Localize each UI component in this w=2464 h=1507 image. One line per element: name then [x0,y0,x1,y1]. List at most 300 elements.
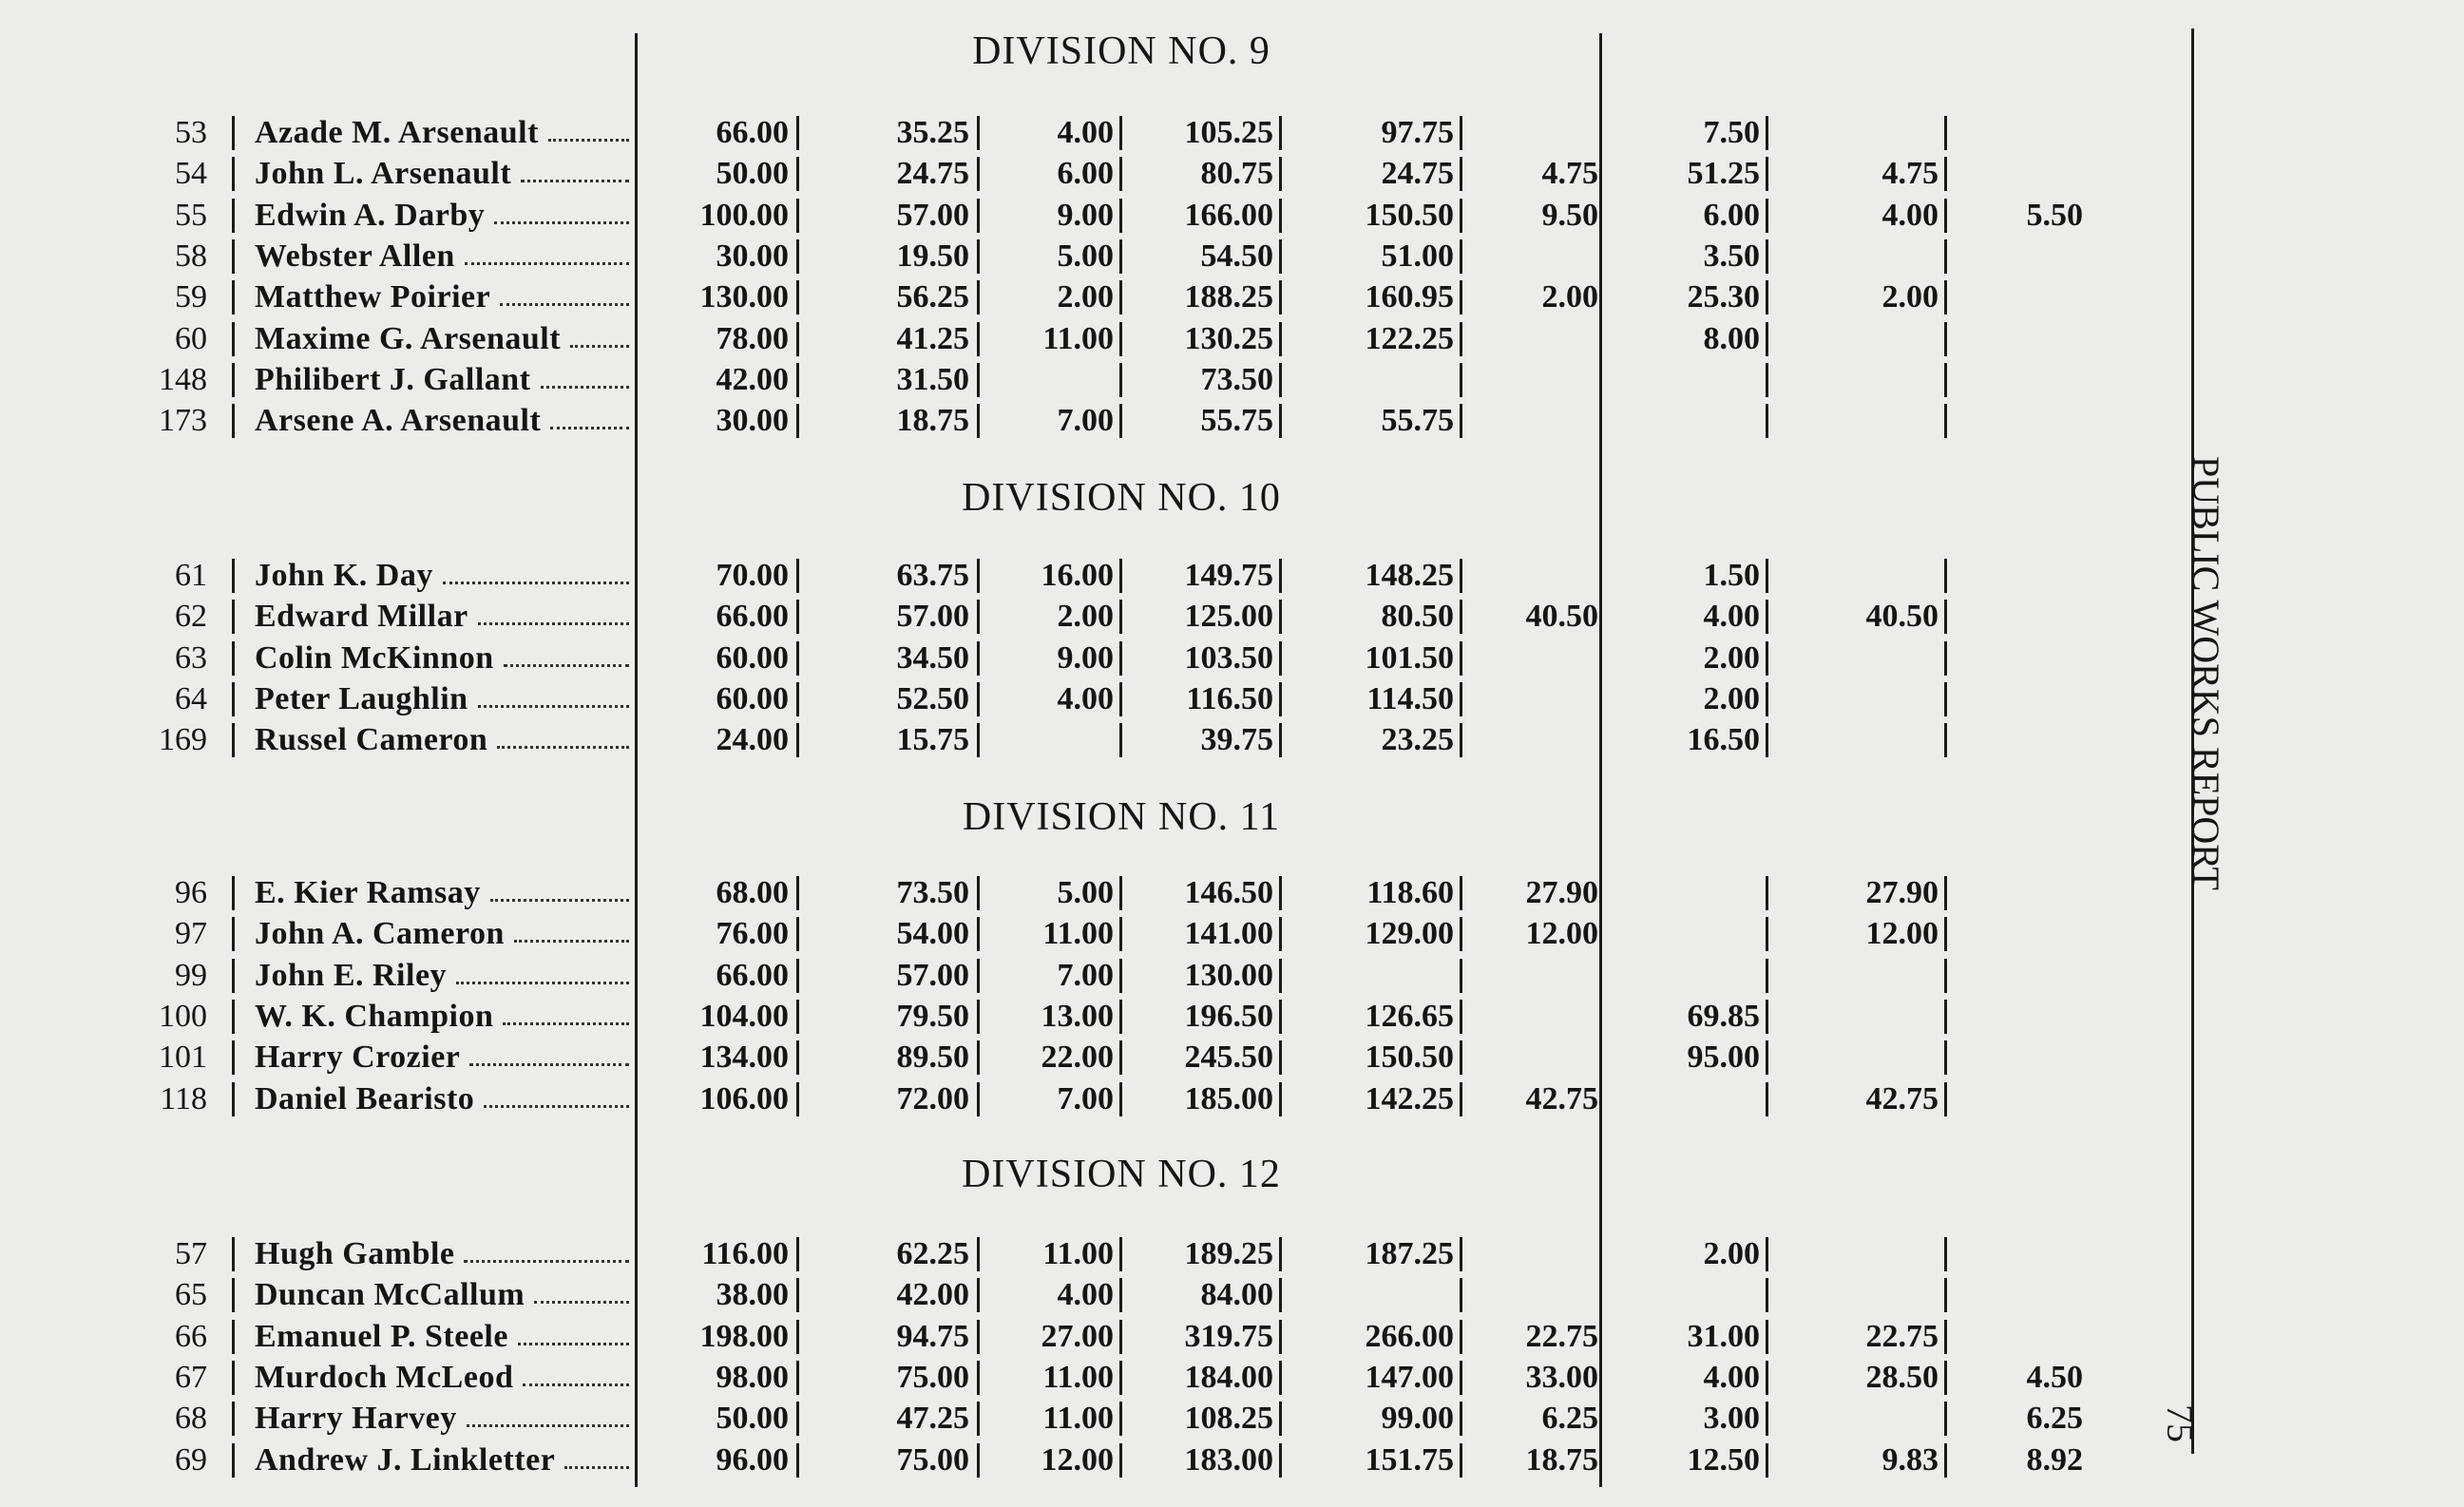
column-tick [1279,116,1282,150]
column-tick [1460,322,1462,356]
row-number: 173 [159,403,207,439]
column-tick [1944,116,1947,150]
column-tick [796,1278,799,1312]
column-tick [1279,280,1282,315]
amount-cell: 66.00 [716,115,789,150]
amount-cell: 31.00 [1687,1318,1760,1354]
amount-cell: 4.00 [1881,197,1939,233]
column-tick [796,404,799,438]
column-tick [1766,917,1768,951]
table-row [0,112,2186,154]
amount-cell: 66.00 [716,957,789,993]
person-name: Peter Laughlin [255,680,468,716]
column-tick [1944,876,1947,910]
amount-cell: 63.75 [896,558,969,593]
column-tick [1460,363,1462,397]
amount-cell: 3.50 [1703,238,1760,274]
amount-cell: 18.75 [1525,1441,1598,1478]
amount-cell: 79.50 [896,998,969,1034]
column-tick [1766,723,1768,757]
page-number: 75 [2159,1404,2202,1442]
number-rule [232,1040,235,1075]
column-tick [1460,1000,1462,1034]
leader-dots [467,1424,629,1427]
row-number: 148 [159,361,207,397]
amount-cell: 50.00 [716,156,789,192]
row-number: 66 [175,1318,207,1354]
amount-cell: 142.25 [1365,1080,1454,1116]
person-name: W. K. Champion [255,998,494,1034]
amount-cell: 7.00 [1057,1080,1114,1116]
amount-cell: 118.60 [1366,875,1454,910]
amount-cell: 185.00 [1184,1080,1273,1116]
person-name: Harry Crozier [255,1040,461,1076]
amount-cell: 100.00 [699,197,789,233]
amount-cell: 57.00 [896,197,969,233]
column-tick [1279,876,1282,910]
leader-dots [550,427,629,429]
amount-cell: 75.00 [896,1359,969,1395]
amount-cell: 94.75 [896,1318,969,1354]
leader-dots [478,705,629,708]
amount-cell: 7.50 [1703,115,1760,150]
number-rule [232,1237,235,1271]
column-tick [1279,1361,1282,1395]
column-tick [796,917,799,951]
row-number: 65 [175,1277,207,1313]
column-tick [1766,959,1768,993]
column-tick [796,157,799,191]
number-rule [232,157,235,191]
amount-cell: 80.75 [1200,156,1273,192]
person-name: Emanuel P. Steele [255,1318,508,1354]
amount-cell: 150.50 [1365,1040,1454,1076]
person-name: John E. Riley [255,957,448,993]
amount-cell: 4.00 [1057,1277,1114,1313]
amount-cell: 54.50 [1200,238,1273,274]
running-title-text: PUBLIC WORKS REPORT [2185,456,2227,890]
amount-cell: 97.75 [1381,115,1454,150]
amount-cell: 51.25 [1687,156,1760,192]
column-tick [1279,1000,1282,1034]
leader-dots [534,1301,629,1304]
amount-cell: 150.50 [1365,197,1454,233]
column-tick [796,876,799,910]
table-row [0,195,2186,237]
amount-cell: 11.00 [1042,320,1114,356]
column-tick [1944,917,1947,951]
amount-cell: 57.00 [896,599,969,635]
amount-cell: 126.65 [1365,998,1454,1034]
column-tick [1460,723,1462,757]
amount-cell: 24.75 [896,156,969,192]
column-tick [1944,1040,1947,1075]
amount-cell: 116.50 [1186,680,1273,716]
column-tick [796,1082,799,1116]
number-rule [232,959,235,993]
column-tick [1279,917,1282,951]
amount-cell: 188.25 [1184,279,1273,315]
number-rule [232,280,235,315]
amount-cell: 52.50 [896,680,969,716]
amount-cell: 134.00 [699,1040,789,1076]
division-heading: DIVISION NO. 11 [962,795,1281,839]
amount-cell: 95.00 [1687,1040,1760,1076]
column-tick [796,1361,799,1395]
leader-dots [478,622,629,625]
column-tick [977,723,980,757]
person-name: E. Kier Ramsay [255,875,481,910]
leader-dots [564,1466,629,1469]
amount-cell: 84.00 [1200,1277,1273,1313]
row-number: 61 [175,558,207,593]
row-number: 54 [175,156,207,192]
amount-cell: 80.50 [1381,599,1454,635]
leader-dots [456,982,629,984]
person-name: Edwin A. Darby [255,197,486,233]
amount-cell: 40.50 [1865,599,1939,635]
amount-cell: 4.00 [1057,115,1114,150]
column-tick [1460,682,1462,716]
column-tick [796,1237,799,1271]
column-tick [1279,322,1282,356]
amount-cell: 33.00 [1525,1359,1598,1395]
column-tick [1766,1278,1768,1312]
table-row [0,318,2186,360]
amount-cell: 55.75 [1381,403,1454,439]
column-tick [796,1402,799,1436]
number-rule [232,917,235,951]
column-tick [1766,1320,1768,1354]
amount-cell: 22.00 [1041,1040,1114,1076]
amount-cell: 73.50 [1200,361,1273,397]
leader-dots [500,303,629,306]
amount-cell: 18.75 [896,403,969,439]
column-tick [1766,1361,1768,1395]
amount-cell: 22.75 [1865,1318,1939,1354]
amount-cell: 24.00 [716,722,789,758]
table-row [0,872,2186,914]
column-tick [796,600,799,634]
column-tick [1766,116,1768,150]
column-tick [796,1320,799,1354]
amount-cell: 28.50 [1865,1359,1939,1395]
amount-cell: 13.00 [1041,998,1114,1034]
leader-dots [497,746,629,749]
amount-cell: 51.00 [1381,238,1454,274]
table-row [0,996,2186,1038]
column-tick [796,239,799,274]
amount-cell: 60.00 [716,639,789,676]
column-tick [1944,1320,1947,1354]
amount-cell: 27.90 [1865,875,1939,910]
amount-cell: 6.00 [1703,197,1760,233]
column-tick [1944,322,1947,356]
number-rule [232,559,235,593]
amount-cell: 24.75 [1381,156,1454,192]
table-row [0,1037,2186,1078]
number-rule [232,876,235,910]
amount-cell: 198.00 [699,1318,789,1354]
amount-cell: 6.00 [1057,156,1114,192]
amount-cell: 57.00 [896,957,969,993]
column-tick [1766,559,1768,593]
column-tick [1279,682,1282,716]
column-tick [1766,363,1768,397]
amount-cell: 103.50 [1184,639,1273,676]
row-number: 53 [175,115,207,150]
leader-dots [541,386,629,389]
column-tick [1944,959,1947,993]
amount-cell: 42.00 [896,1277,969,1313]
column-tick [1460,1237,1462,1271]
row-number: 100 [159,998,207,1034]
amount-cell: 98.00 [716,1359,789,1395]
row-number: 58 [175,238,207,274]
column-tick [1766,280,1768,315]
number-rule [232,116,235,150]
amount-cell: 184.00 [1184,1359,1273,1395]
leader-dots [504,664,629,667]
division-heading: DIVISION NO. 10 [962,476,1281,520]
row-number: 57 [175,1236,207,1271]
amount-cell: 7.00 [1057,957,1114,993]
column-tick [796,1443,799,1478]
amount-cell: 89.50 [896,1040,969,1076]
amount-cell: 2.00 [1703,680,1760,716]
column-tick [1279,600,1282,634]
amount-cell: 27.90 [1525,875,1598,910]
amount-cell: 122.25 [1365,320,1454,356]
amount-cell: 56.25 [896,279,969,315]
column-tick [1766,239,1768,274]
amount-cell: 50.00 [716,1401,789,1437]
column-tick [1460,116,1462,150]
person-name: Duncan McCallum [255,1277,525,1313]
number-rule [232,723,235,757]
amount-cell: 104.00 [699,998,789,1034]
number-rule [232,363,235,397]
amount-cell: 151.75 [1365,1441,1454,1478]
person-name: Azade M. Arsenault [255,115,539,150]
column-tick [1944,239,1947,274]
amount-cell: 78.00 [716,320,789,356]
column-tick [1460,959,1462,993]
amount-cell: 189.25 [1184,1236,1273,1271]
leader-dots [469,1063,629,1066]
amount-cell: 42.75 [1525,1080,1598,1116]
amount-cell: 5.00 [1057,238,1114,274]
amount-cell: 9.00 [1057,197,1114,233]
amount-cell: 2.00 [1703,1236,1760,1271]
person-name: Russel Cameron [255,722,488,758]
amount-cell: 27.00 [1041,1318,1114,1354]
amount-cell: 12.00 [1865,916,1939,952]
column-tick [1766,322,1768,356]
column-tick [1460,1040,1462,1075]
division-heading: DIVISION NO. 12 [962,1153,1281,1196]
column-tick [796,641,799,676]
column-tick [1766,1237,1768,1271]
amount-cell: 149.75 [1184,558,1273,593]
table-row [0,1398,2186,1440]
amount-cell: 25.30 [1687,279,1760,315]
column-tick [1279,1237,1282,1271]
row-number: 68 [175,1401,207,1437]
person-name: Edward Millar [255,599,468,635]
leader-dots [514,940,629,943]
table-row [0,1357,2186,1399]
column-tick [1766,641,1768,676]
person-name: Daniel Bearisto [255,1080,475,1116]
column-tick [1944,404,1947,438]
row-number: 69 [175,1441,207,1478]
amount-cell: 35.25 [896,115,969,150]
leader-dots [523,1383,629,1386]
amount-cell: 12.00 [1041,1441,1114,1478]
row-number: 64 [175,680,207,716]
amount-cell: 141.00 [1184,916,1273,952]
number-rule [232,600,235,634]
amount-cell: 1.50 [1703,558,1760,593]
row-number: 60 [175,320,207,356]
amount-cell: 130.25 [1184,320,1273,356]
row-number: 97 [175,916,207,952]
column-tick [1944,1278,1947,1312]
amount-cell: 47.25 [896,1401,969,1437]
column-tick [1944,1000,1947,1034]
amount-cell: 7.00 [1057,403,1114,439]
number-rule [232,1402,235,1436]
leader-dots [443,582,629,584]
amount-cell: 147.00 [1365,1359,1454,1395]
amount-cell: 11.00 [1042,916,1114,952]
amount-cell: 68.00 [716,875,789,910]
row-number: 62 [175,599,207,635]
amount-cell: 2.00 [1881,279,1939,315]
amount-cell: 30.00 [716,403,789,439]
column-tick [1944,157,1947,191]
amount-cell: 129.00 [1365,916,1454,952]
amount-cell: 4.50 [2026,1359,2083,1395]
column-tick [1766,157,1768,191]
row-number: 55 [175,197,207,233]
column-tick [1279,641,1282,676]
table-row [0,555,2186,597]
amount-cell: 38.00 [716,1277,789,1313]
column-tick [977,363,980,397]
column-tick [1279,1443,1282,1478]
row-number: 118 [160,1080,207,1116]
leader-dots [570,345,629,348]
column-tick [1279,239,1282,274]
column-tick [796,1040,799,1075]
amount-cell: 4.75 [1541,156,1598,192]
division-heading: DIVISION NO. 9 [972,29,1270,73]
amount-cell: 22.75 [1525,1318,1598,1354]
table-row [0,400,2186,442]
person-name: Andrew J. Linkletter [255,1441,556,1478]
column-tick [1279,559,1282,593]
running-title [2186,456,2271,1026]
column-tick [1460,1278,1462,1312]
table-row [0,1233,2186,1275]
row-number: 63 [175,639,207,676]
table-row [0,1440,2186,1481]
row-number: 99 [175,957,207,993]
amount-cell: 30.00 [716,238,789,274]
column-tick [1279,404,1282,438]
leader-dots [521,180,629,182]
column-tick [1279,1040,1282,1075]
amount-cell: 9.83 [1881,1441,1939,1478]
column-tick [1766,600,1768,634]
number-rule [232,641,235,676]
table-row [0,1274,2186,1316]
leader-dots [465,262,629,265]
person-name: Maxime G. Arsenault [255,320,562,356]
table-row [0,153,2186,195]
table-row [0,638,2186,679]
table-row [0,955,2186,997]
number-rule [232,199,235,233]
leader-dots [494,221,629,224]
number-rule [232,1278,235,1312]
column-tick [796,682,799,716]
column-tick [1279,1320,1282,1354]
column-tick [1766,404,1768,438]
column-tick [1766,1000,1768,1034]
column-tick [796,199,799,233]
amount-cell: 2.00 [1541,279,1598,315]
number-rule [232,404,235,438]
amount-cell: 73.50 [896,875,969,910]
person-name: John K. Day [255,558,433,593]
column-tick [1944,280,1947,315]
amount-cell: 76.00 [716,916,789,952]
person-name: John A. Cameron [255,916,505,952]
amount-cell: 12.00 [1525,916,1598,952]
table-row [0,596,2186,638]
amount-cell: 116.00 [701,1236,789,1271]
amount-cell: 9.50 [1541,197,1598,233]
table-row [0,1078,2186,1120]
table-row [0,236,2186,277]
amount-cell: 11.00 [1042,1236,1114,1271]
column-tick [796,959,799,993]
column-tick [796,363,799,397]
table-row [0,1316,2186,1358]
person-name: John L. Arsenault [255,156,512,192]
amount-cell: 108.25 [1184,1401,1273,1437]
column-tick [1766,876,1768,910]
amount-cell: 3.00 [1703,1401,1760,1437]
amount-cell: 2.00 [1057,279,1114,315]
amount-cell: 8.00 [1703,320,1760,356]
amount-cell: 15.75 [896,722,969,758]
amount-cell: 6.25 [1541,1401,1598,1437]
column-tick [1279,723,1282,757]
column-tick [1279,363,1282,397]
amount-cell: 72.00 [896,1080,969,1116]
amount-cell: 9.00 [1057,639,1114,676]
amount-cell: 4.00 [1057,680,1114,716]
column-tick [1944,682,1947,716]
column-tick [1944,1082,1947,1116]
amount-cell: 55.75 [1200,403,1273,439]
column-tick [1460,404,1462,438]
amount-cell: 2.00 [1057,599,1114,635]
